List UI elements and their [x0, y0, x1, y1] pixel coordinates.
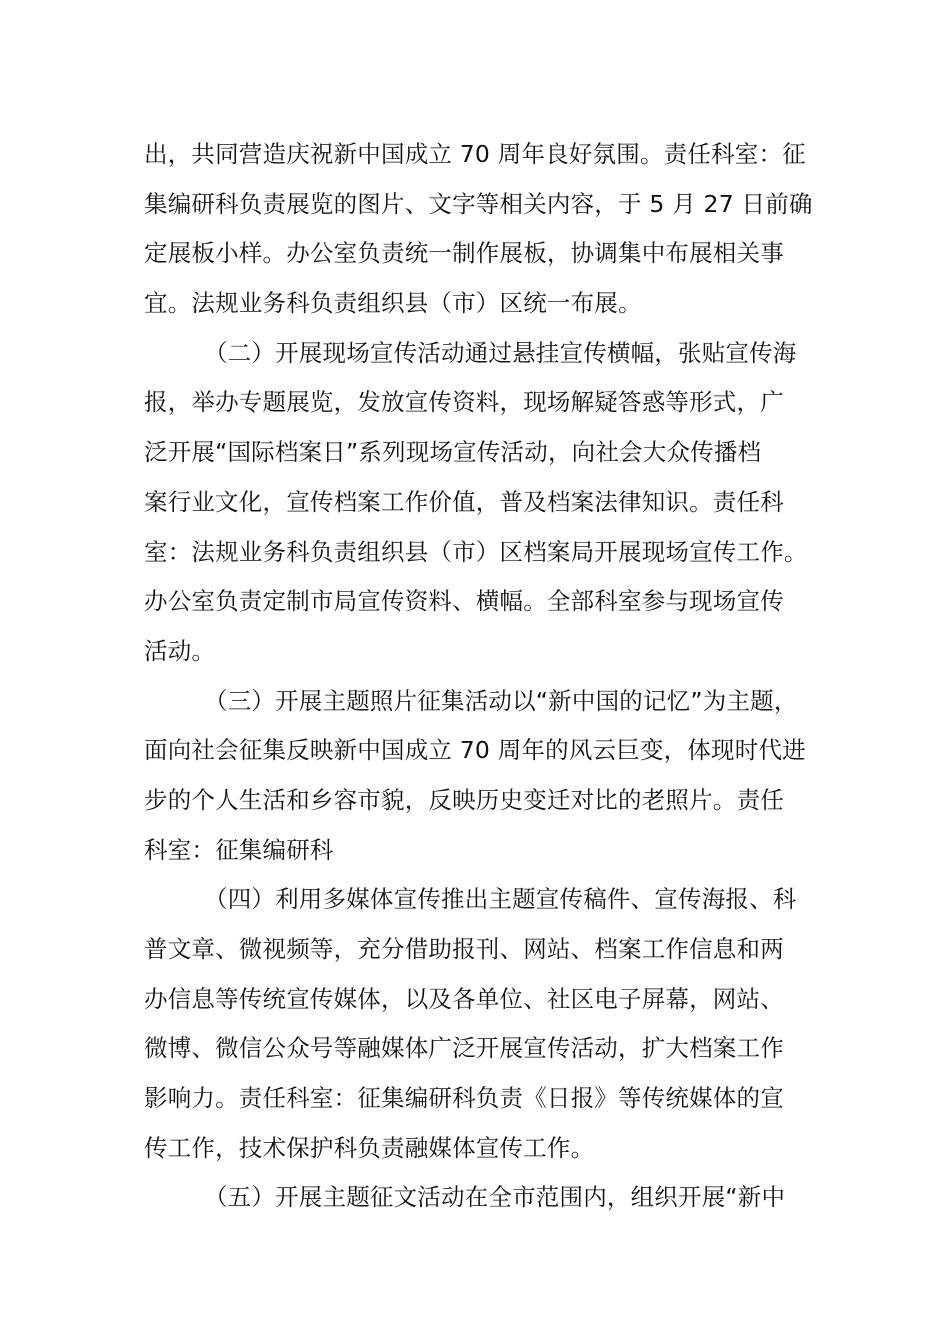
text-line: 办公室负责定制市局宣传资料、横幅。全部科室参与现场宣传: [144, 587, 784, 616]
text-line: 面向社会征集反映新中国成立 70 周年的风云巨变，体现时代进: [144, 736, 806, 765]
text-line: 集编研科负责展览的图片、文字等相关内容，于 5 月 27 日前确: [144, 189, 813, 218]
section-2-heading-line: （二）开展现场宣传活动通过悬挂宣传横幅，张贴宣传海: [204, 338, 797, 367]
text-line: 定展板小样。办公室负责统一制作展板，协调集中布展相关事: [144, 239, 784, 268]
section-4-heading-line: （四）利用多媒体宣传推出主题宣传稿件、宣传海报、科: [204, 885, 797, 914]
text-line: 出，共同营造庆祝新中国成立 70 周年良好氛围。责任科室：征: [144, 140, 806, 168]
section-3-heading-line: （三）开展主题照片征集活动以“新中国的记忆”为主题，: [204, 686, 798, 715]
section-5-heading-line: （五）开展主题征文活动在全市范围内，组织开展“新中: [204, 1183, 786, 1212]
text-line: 科室：征集编研科: [144, 835, 334, 864]
text-line: 影响力。责任科室：征集编研科负责《日报》等传统媒体的宣: [144, 1084, 784, 1113]
text-line: 步的个人生活和乡容市貌，反映历史变迁对比的老照片。责任: [144, 785, 784, 814]
text-line: 微博、微信公众号等融媒体广泛开展宣传活动，扩大档案工作: [144, 1034, 784, 1063]
text-line: 报，举办专题展览，发放宣传资料，现场解疑答惑等形式，广: [144, 388, 784, 417]
document-body: [144, 130, 814, 1223]
text-line: 办信息等传统宣传媒体，以及各单位、社区电子屏幕，网站、: [144, 984, 784, 1013]
text-line: 宜。法规业务科负责组织县（市）区统一布展。: [144, 289, 642, 318]
text-line: 活动。: [144, 636, 216, 665]
text-line: 案行业文化，宣传档案工作价值，普及档案法律知识。责任科: [144, 487, 784, 516]
text-line: 传工作，技术保护科负责融媒体宣传工作。: [144, 1133, 595, 1162]
text-line: 普文章、微视频等，充分借助报刊、网站、档案工作信息和两: [144, 935, 784, 963]
text-line: 室：法规业务科负责组织县（市）区档案局开展现场宣传工作。: [144, 537, 808, 566]
text-line: 泛开展“国际档案日”系列现场宣传活动，向社会大众传播档: [144, 438, 762, 467]
